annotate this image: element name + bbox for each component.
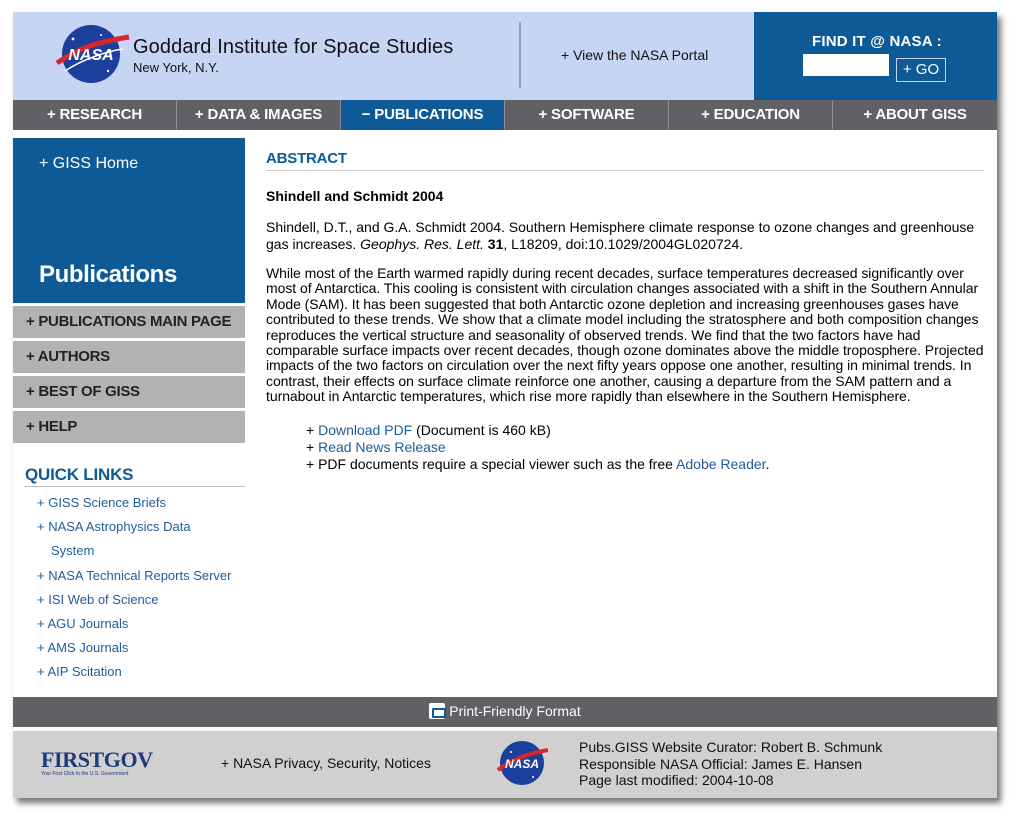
nasa-footer-logo-text: NASA xyxy=(504,757,540,771)
curator-line: Pubs.GISS Website Curator: Robert B. Schmunk xyxy=(579,739,883,755)
quick-link-technical-reports[interactable]: + NASA Technical Reports Server xyxy=(37,567,232,583)
citation-volume: 31 xyxy=(487,236,504,252)
citation xyxy=(266,219,984,253)
quick-link-ams-journals[interactable]: + AMS Journals xyxy=(37,640,129,656)
find-it-label: FIND IT @ NASA : xyxy=(812,33,942,50)
nasa-portal-link[interactable]: + View the NASA Portal xyxy=(561,47,709,63)
quick-links-heading: QUICK LINKS xyxy=(25,465,245,487)
giss-home-link[interactable]: + GISS Home xyxy=(39,155,139,172)
nasa-footer-logo-icon[interactable] xyxy=(496,739,548,787)
quick-links-list xyxy=(13,491,245,685)
quick-link-agu-journals[interactable]: + AGU Journals xyxy=(37,616,129,632)
tab-data-images[interactable]: + DATA & IMAGES xyxy=(177,100,341,130)
quick-link-astrophysics-data-cont[interactable]: System xyxy=(51,543,95,559)
pdf-size-note: (Document is 460 kB) xyxy=(412,421,551,438)
list-item: + PDF documents require a special viewer such as the free Adobe Reader. xyxy=(306,455,770,472)
abstract-text: While most of the Earth warmed rapidly during recent decades, surface temperatures decreased significantly over most of Antarctica. This cooling is consistent with circulation changes associated with a shift in the Southern Annular Mode (SAM). It has been suggested that both Antarctic ozone depletion and increasing greenhouses gases have contributed to these trends. We show that a climate model including the stratosphere and both composition changes reproduces the vertical structure and seasonality of observed trends. We find that the two factors have had comparable surface impacts over recent decades, though ozone dominates above the middle troposphere. Projected impacts of the two factors on circulation over the next fifty years oppose one another, resulting in minimal trends. In contrast, their effects on surface climate reinforce one another, causing a departure from the SAM pattern and a turnabout in Antarctic temperatures, which rise more rapidly than elsewhere in the Southern Hemisphere. xyxy=(266,265,984,405)
go-button[interactable]: + GO xyxy=(896,58,946,82)
sidebar-item-authors[interactable]: + AUTHORS xyxy=(13,341,245,373)
list-item: + Read News Release xyxy=(306,438,446,455)
page xyxy=(13,12,997,798)
sidebar-item-best-of-giss[interactable]: + BEST OF GISS xyxy=(13,376,245,408)
firstgov-wordmark: FIRSTGOV xyxy=(41,747,153,772)
tab-about-giss[interactable]: + ABOUT GISS xyxy=(863,106,967,123)
privacy-link[interactable]: + NASA Privacy, Security, Notices xyxy=(221,755,431,771)
citation-doi: , L18209, doi:10.1029/2004GL020724. xyxy=(503,236,744,252)
footer xyxy=(13,731,997,798)
period: . xyxy=(765,455,770,472)
sidebar-header xyxy=(13,138,245,303)
pdf-viewer-note: PDF documents require a special viewer such as the free xyxy=(318,455,677,472)
site-subtitle: New York, N.Y. xyxy=(133,60,219,75)
nasa-logo-icon[interactable] xyxy=(53,23,130,85)
print-bar xyxy=(13,697,997,727)
adobe-reader-link[interactable]: Adobe Reader xyxy=(676,455,766,472)
citation-authors: Shindell, D.T., and G.A. Schmidt 2004. Southern Hemisphere climate response to ozone changes and greenhouse gas increases. xyxy=(266,219,975,252)
tab-publications[interactable]: − PUBLICATIONS xyxy=(341,100,505,130)
nasa-logo-text: NASA xyxy=(68,47,114,64)
official-line: Responsible NASA Official: James E. Hansen xyxy=(579,755,862,772)
paper-title: Shindell and Schmidt 2004 xyxy=(266,188,444,204)
tab-education[interactable]: + EDUCATION xyxy=(669,100,833,130)
sidebar-heading: Publications xyxy=(39,261,177,288)
tab-software[interactable]: + SOFTWARE xyxy=(505,100,669,130)
download-pdf-link[interactable]: Download PDF xyxy=(318,421,413,438)
firstgov-logo[interactable] xyxy=(41,747,171,785)
sidebar xyxy=(13,138,245,685)
site-credits xyxy=(579,739,882,789)
list-item: + Download PDF (Document is 460 kB) xyxy=(306,421,551,438)
print-friendly-link[interactable]: Print-Friendly Format xyxy=(449,703,581,719)
main-nav xyxy=(13,100,997,130)
quick-link-science-briefs[interactable]: + GISS Science Briefs xyxy=(37,495,166,510)
quick-link-astrophysics-data[interactable]: + NASA Astrophysics Data xyxy=(37,519,191,535)
site-title: Goddard Institute for Space Studies xyxy=(133,36,454,58)
last-modified: Page last modified: 2004-10-08 xyxy=(579,772,774,788)
sidebar-item-publications-main[interactable]: + PUBLICATIONS MAIN PAGE xyxy=(13,306,245,338)
find-it-panel xyxy=(754,12,997,100)
download-links xyxy=(306,422,984,473)
quick-link-isi-web[interactable]: + ISI Web of Science xyxy=(37,591,159,607)
tab-research[interactable]: + RESEARCH xyxy=(13,100,177,130)
search-input[interactable] xyxy=(803,54,889,76)
main-content xyxy=(266,150,984,473)
news-release-link[interactable]: Read News Release xyxy=(318,438,446,455)
firstgov-tagline: Your First Click to the U.S. Government xyxy=(41,771,129,777)
quick-link-aip-scitation[interactable]: + AIP Scitation xyxy=(37,664,122,680)
citation-journal: Geophys. Res. Lett. xyxy=(360,236,484,252)
header xyxy=(13,12,997,100)
printer-icon[interactable] xyxy=(429,703,445,719)
sidebar-item-help[interactable]: + HELP xyxy=(13,411,245,443)
section-heading: ABSTRACT xyxy=(266,150,984,171)
header-divider xyxy=(519,22,521,88)
